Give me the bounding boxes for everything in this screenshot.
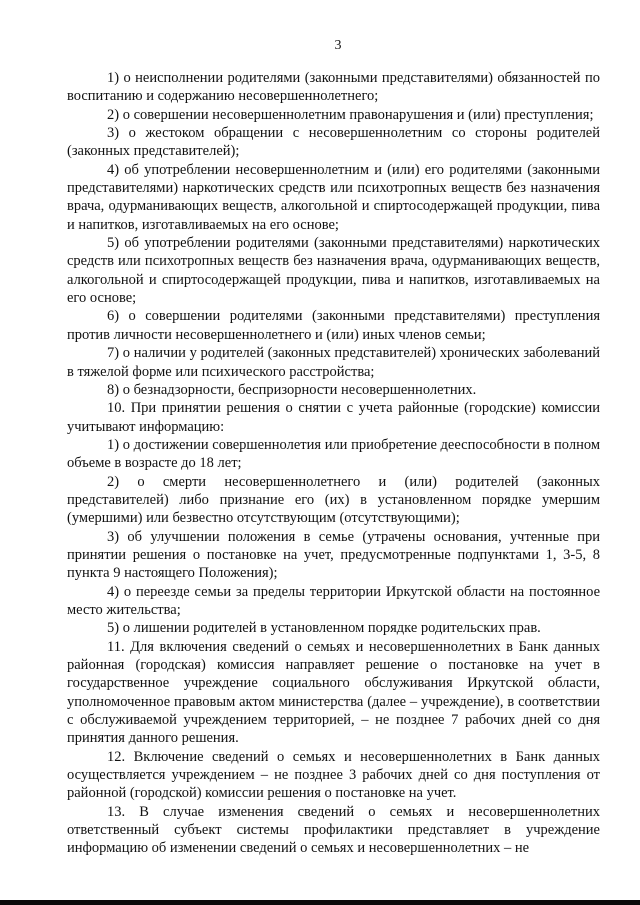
paragraph-item-6: 6) о совершении родителями (законными представителями) преступления против личности несовершеннолетнего и (или) иных членов семьи; <box>67 308 600 343</box>
paragraph-item-8: 8) о безнадзорности, беспризорности несовершеннолетних. <box>107 381 477 398</box>
paragraph-section-11: 11. Для включения сведений о семьях и несовершеннолетних в Банк данных районная (городская) комиссия направляет решение о постановке на учет в государственное учреждение социального обслуживания Иркутской области, уполномоченное правовым актом министерства (далее – учреждение), в соответствии с обслуживаемой учреждением территорией, – не позднее 7 рабочих дней со дня принятия данного решения. <box>67 638 600 747</box>
paragraph-section-10: 10. При принятии решения о снятии с учета районные (городские) комиссии учитывают информацию: <box>67 400 600 435</box>
page-number: 3 <box>334 38 342 53</box>
document-body <box>67 69 600 858</box>
paragraph-item-7: 7) о наличии у родителей (законных представителей) хронических заболеваний в тяжелой форме или психического расстройства; <box>67 345 600 380</box>
paragraph-section-12: 12. Включение сведений о семьях и несовершеннолетних в Банк данных осуществляется учреждением – не позднее 3 рабочих дней со дня поступления от районной (городской) комиссии решения о постановке на учет. <box>67 748 600 802</box>
paragraph-item-3: 3) о жестоком обращении с несовершеннолетним со стороны родителей (законных представителей); <box>67 125 600 160</box>
scan-bottom-edge <box>0 900 640 905</box>
paragraph-item-10-1: 1) о достижении совершеннолетия или приобретение дееспособности в полном объеме в возрасте до 18 лет; <box>67 436 600 472</box>
paragraph-item-4: 4) об употреблении несовершеннолетним и (или) его родителями (законными представителями) наркотических средств или психотропных веществ без назначения врача, одурманивающих веществ, алкогольной и спиртосодержащей продукции, пива и напитков, изготавливаемых на его основе; <box>67 161 600 233</box>
paragraph-item-10-4: 4) о переезде семьи за пределы территории Иркутской области на постоянное место жительства; <box>67 583 600 618</box>
paragraph-item-1: 1) о неисполнении родителями (законными представителями) обязанностей по воспитанию и содержанию несовершеннолетнего; <box>67 70 600 105</box>
paragraph-item-10-3: 3) об улучшении положения в семье (утрачены основания, учтенные при принятии решения о постановке на учет, предусмотренные подпунктами 1, 3-5, 8 пункта 9 настоящего Положения); <box>67 528 600 582</box>
paragraph-section-13: 13. В случае изменения сведений о семьях и несовершеннолетних ответственный субъект системы профилактики представляет в учреждение информацию об изменении сведений о семьях и несовершеннолетних – не <box>67 803 600 857</box>
paragraph-item-10-5: 5) о лишении родителей в установленном порядке родительских прав. <box>107 620 541 637</box>
paragraph-item-5: 5) об употреблении родителями (законными представителями) наркотических средств или психотропных веществ без назначения врача, одурманивающих веществ, алкогольной и спиртосодержащей продукции, пива и напитков, изготавливаемых на его основе; <box>67 235 600 307</box>
paragraph-item-10-2: 2) о смерти несовершеннолетнего и (или) родителей (законных представителей) либо признание его (их) в установленном порядке умершим (умершими) или безвестно отсутствующим (отсутствующими); <box>67 473 600 527</box>
paragraph-item-2: 2) о совершении несовершеннолетним правонарушения и (или) преступления; <box>107 106 594 123</box>
